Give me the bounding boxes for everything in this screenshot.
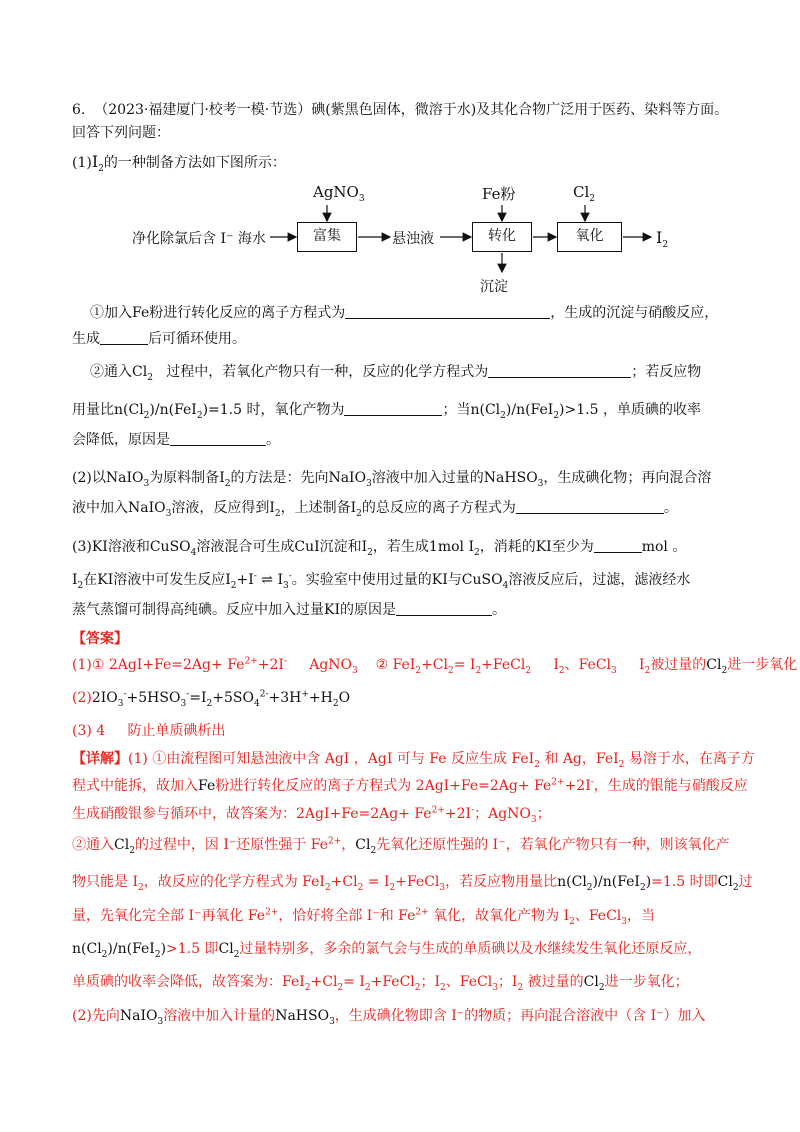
answer-header: 【答案】 [72, 631, 128, 647]
answer-line-1: (1)① $2AgI+Fe=2Ag+ Fe^{2+}+2I^-$ AgNO$_3$ ② $FeI_2+Cl_2=$ $I_2+FeCl_2$ $I_2$、FeCl$_3$ $I_2$被过量的$Cl_2$进一步氧化 [72, 656, 798, 676]
q1-a-line: ①加入Fe粉进行转化反应的离子方程式为 ，生成的沉淀与硝酸反应， [90, 305, 719, 321]
q1-d-line: 会降低，原因是 。 [72, 432, 280, 448]
explanation-line-4: ②通入$Cl_2$的过程中，因 I⁻还原性强于 $Fe^{2+}$，$Cl_2$先氧化还原性强的 I⁻，若氧化产物只有一种，则该氧化产 [72, 836, 730, 856]
flow-product-label: $I_2$ [656, 228, 669, 251]
q3-b-line: $I_2$在KI溶液中可发生反应$I_2+I^-$ ⇌ $I_3^-$。实验室中使用过量的KI与CuSO$_4$溶液反应后，过滤，滤液经水 [72, 571, 691, 591]
flow-cl2-label: $Cl_2$ [573, 183, 596, 204]
explanation-line-5: 物只能是 $I_2$，故反应的化学方程式为 $FeI_2+Cl_2$ = $I_2+FeCl_3$，若反应物用量比$n(Cl_2)/n(FeI_2)=1.5$ 时即$Cl_2$过 [72, 874, 753, 893]
flow-start-label: 净化除氯后含 I⁻ 海水 [132, 231, 266, 247]
flow-box-convert: 转化 [472, 222, 532, 252]
blank-recycled[interactable] [100, 330, 148, 345]
blank-reason[interactable] [170, 431, 266, 446]
blank-total-equation[interactable] [516, 499, 664, 514]
flow-precipitate-label: 沉淀 [480, 279, 508, 295]
flow-mid-label: 悬浊液 [392, 231, 434, 247]
flow-fe-label: Fe粉 [482, 185, 516, 203]
q1-c-line: 用量比$n(Cl_2)/n(FeI_2)=1.5$ 时，氧化产物为 ；当$n(Cl_2)/n(FeI_2)>1.5$ ，单质碘的收率 [72, 402, 701, 421]
explanation-line-7: $n(Cl_2)/n(FeI_2)>1.5$ 即$Cl_2$过量特别多，多余的氯气会与生成的单质碘以及水继续发生氧化还原反应， [72, 941, 702, 960]
explanation-line-8: 单质碘的收率会降低，故答案为：$FeI_2+Cl_2=$ $I_2+FeCl_2$；$I_2$、FeCl$_3$；$I_2$ 被过量的$Cl_2$进一步氧化； [72, 974, 689, 993]
q1-b-line: ②通入$Cl_2$ 过程中，若氧化产物只有一种，反应的化学方程式为 ；若反应物 [90, 364, 702, 383]
blank-excess-ki-reason[interactable] [396, 601, 492, 616]
q3-a-line: (3)KI溶液和CuSO$_4$溶液混合可生成CuI沉淀和$I_2$，若生成1mol $I_2$，消耗的KI至少为 mol 。 [72, 539, 687, 558]
blank-ionic-equation[interactable] [345, 304, 550, 319]
q1-a-line-2: 生成 后可循环使用。 [72, 331, 246, 347]
q2-b-line: 液中加入NaIO$_3$溶液，反应得到$I_2$，上述制备$I_2$的总反应的离子方程式为 。 [72, 500, 678, 519]
blank-chemical-equation[interactable] [488, 363, 631, 378]
explanation-line-1: 【详解】(1) ①由流程图可知悬浊液中含 AgI ，AgI 可与 Fe 反应生成 FeI$_2$ 和 Ag，FeI$_2$ 易溶于水，在离子方 [72, 751, 755, 770]
explanation-line-9: (2)先向NaIO$_3$溶液中加入计量的NaHSO$_3$，生成碘化物即含 I⁻的物质；再向混合溶液中（含 I⁻）加入 [72, 1008, 706, 1027]
blank-ki-amount[interactable] [594, 538, 642, 553]
question-intro-line: 6. （2023·福建厦门·校考一模·节选）碘(紫黑色固体，微溶于水)及其化合物广泛用于医药、染料等方面。 [72, 102, 729, 118]
explanation-line-3: 生成硝酸银参与循环中，故答案为：$2AgI+Fe=2Ag+ Fe^{2+}+2I^-$；AgNO$_3$； [72, 805, 551, 825]
explanation-line-2: 程式中能拆，故加入Fe粉进行转化反应的离子方程式为 $2AgI+Fe=2Ag+ Fe^{2+}+2I^-$，生成的银能与硝酸反应 [72, 777, 748, 794]
flow-agno3-label: AgNO$_3$ [313, 183, 365, 204]
flow-box-oxidize: 氧化 [557, 222, 622, 252]
question-intro-line-2: 回答下列问题： [72, 125, 170, 141]
explanation-line-6: 量，先氧化完全部 I⁻再氧化 $Fe^{2+}$，恰好将全部 I⁻和 $Fe^{2+}$ 氧化，故氧化产物为 $I_2$、FeCl$_3$，当 [72, 907, 656, 927]
answer-line-2: $(2)2IO_3^-+5HSO_3^-=I_2+5SO_4^{2-}+3H^++H_2O$ [72, 689, 351, 709]
q2-a-line: (2)以NaIO$_3$为原料制备$I_2$的方法是：先向NaIO$_3$溶液中加入过量的NaHSO$_3$，生成碘化物；再向混合溶 [72, 470, 712, 489]
flow-arrows [0, 0, 800, 300]
q3-c-line: 蒸气蒸馏可制得高纯碘。反应中加入过量KI的原因是 。 [72, 602, 506, 618]
part1-heading: $(1)I_2$的一种制备方法如下图所示： [72, 152, 286, 174]
answer-line-3: (3) 4 防止单质碘析出 [72, 723, 226, 739]
flow-box-enrich: 富集 [297, 222, 357, 252]
blank-oxidation-product[interactable] [344, 401, 442, 416]
